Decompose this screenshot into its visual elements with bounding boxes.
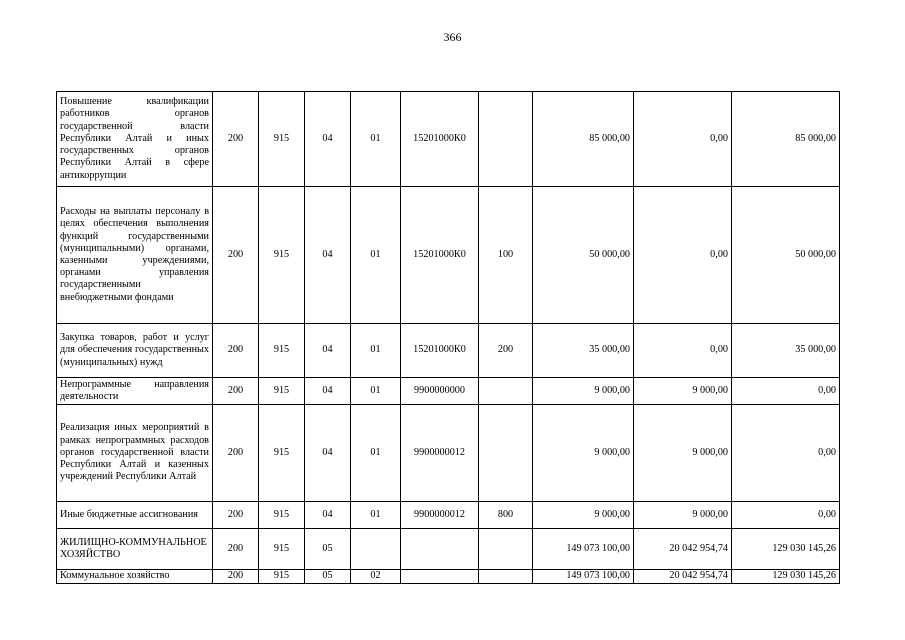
page-number: 366 — [443, 30, 462, 44]
section-code: 05 — [305, 570, 351, 584]
subsection-code: 01 — [351, 502, 401, 529]
budget-item-name: ЖИЛИЩНО-КОММУНАЛЬНОЕ ХОЗЯЙСТВО — [57, 529, 213, 570]
amount-1: 85 000,00 — [533, 92, 634, 187]
target-article-code: 15201000К0 — [401, 92, 479, 187]
amount-1: 149 073 100,00 — [533, 529, 634, 570]
budget-item-name: Иные бюджетные ассигнования — [57, 502, 213, 529]
subsection-code: 01 — [351, 405, 401, 502]
code-column-2: 915 — [259, 92, 305, 187]
table-row — [57, 502, 840, 529]
expense-type-code — [479, 405, 533, 502]
code-column-2: 915 — [259, 502, 305, 529]
amount-3: 129 030 145,26 — [732, 529, 840, 570]
subsection-code: 01 — [351, 92, 401, 187]
code-column-2: 915 — [259, 324, 305, 378]
section-code: 04 — [305, 502, 351, 529]
amount-2: 9 000,00 — [634, 405, 732, 502]
amount-3: 0,00 — [732, 378, 840, 405]
expense-type-code: 100 — [479, 187, 533, 324]
amount-2: 0,00 — [634, 187, 732, 324]
expense-type-code — [479, 92, 533, 187]
amount-1: 50 000,00 — [533, 187, 634, 324]
amount-1: 35 000,00 — [533, 324, 634, 378]
table-row — [57, 324, 840, 378]
amount-3: 129 030 145,26 — [732, 570, 840, 584]
code-column-1: 200 — [213, 324, 259, 378]
table-row — [57, 529, 840, 570]
code-column-1: 200 — [213, 570, 259, 584]
section-code: 04 — [305, 405, 351, 502]
budget-item-name: Повышение квалификации работников органов государственной власти Республики Алтай и иных государственных органов Республики Алтай в сфере антикоррупции — [57, 92, 213, 187]
amount-2: 0,00 — [634, 92, 732, 187]
expense-type-code: 800 — [479, 502, 533, 529]
target-article-code — [401, 570, 479, 584]
expense-type-code — [479, 378, 533, 405]
code-column-1: 200 — [213, 378, 259, 405]
target-article-code: 15201000К0 — [401, 324, 479, 378]
expense-type-code — [479, 570, 533, 584]
target-article-code: 9900000000 — [401, 378, 479, 405]
subsection-code — [351, 529, 401, 570]
code-column-2: 915 — [259, 378, 305, 405]
budget-item-name: Коммунальное хозяйство — [57, 570, 213, 584]
code-column-1: 200 — [213, 502, 259, 529]
budget-item-name: Непрограммные направления деятельности — [57, 378, 213, 405]
amount-2: 20 042 954,74 — [634, 570, 732, 584]
expense-type-code — [479, 529, 533, 570]
code-column-1: 200 — [213, 92, 259, 187]
target-article-code: 9900000012 — [401, 405, 479, 502]
table-row — [57, 570, 840, 584]
subsection-code: 02 — [351, 570, 401, 584]
amount-1: 9 000,00 — [533, 405, 634, 502]
table-row — [57, 378, 840, 405]
amount-3: 50 000,00 — [732, 187, 840, 324]
amount-3: 85 000,00 — [732, 92, 840, 187]
code-column-2: 915 — [259, 405, 305, 502]
code-column-1: 200 — [213, 405, 259, 502]
amount-1: 9 000,00 — [533, 378, 634, 405]
budget-item-name: Закупка товаров, работ и услуг для обеспечения государственных (муниципальных) нужд — [57, 324, 213, 378]
section-code: 04 — [305, 187, 351, 324]
amount-3: 0,00 — [732, 502, 840, 529]
table-row — [57, 405, 840, 502]
section-code: 04 — [305, 378, 351, 405]
amount-3: 35 000,00 — [732, 324, 840, 378]
target-article-code — [401, 529, 479, 570]
subsection-code: 01 — [351, 378, 401, 405]
code-column-1: 200 — [213, 529, 259, 570]
amount-2: 9 000,00 — [634, 502, 732, 529]
code-column-2: 915 — [259, 529, 305, 570]
amount-3: 0,00 — [732, 405, 840, 502]
amount-1: 9 000,00 — [533, 502, 634, 529]
table-row — [57, 187, 840, 324]
section-code: 05 — [305, 529, 351, 570]
subsection-code: 01 — [351, 187, 401, 324]
code-column-2: 915 — [259, 570, 305, 584]
target-article-code: 15201000К0 — [401, 187, 479, 324]
amount-2: 20 042 954,74 — [634, 529, 732, 570]
target-article-code: 9900000012 — [401, 502, 479, 529]
subsection-code: 01 — [351, 324, 401, 378]
expense-type-code: 200 — [479, 324, 533, 378]
code-column-1: 200 — [213, 187, 259, 324]
section-code: 04 — [305, 324, 351, 378]
table-row — [57, 92, 840, 187]
budget-item-name: Расходы на выплаты персоналу в целях обеспечения выполнения функций государственными (муниципальными) органами, казенными учреждениями, органами управления государственными внебюджетными фондами — [57, 187, 213, 324]
amount-2: 9 000,00 — [634, 378, 732, 405]
budget-item-name: Реализация иных мероприятий в рамках непрограммных расходов органов государственной власти Республики Алтай и казенных учреждений Республики Алтай — [57, 405, 213, 502]
budget-table — [56, 91, 840, 584]
code-column-2: 915 — [259, 187, 305, 324]
section-code: 04 — [305, 92, 351, 187]
amount-1: 149 073 100,00 — [533, 570, 634, 584]
amount-2: 0,00 — [634, 324, 732, 378]
